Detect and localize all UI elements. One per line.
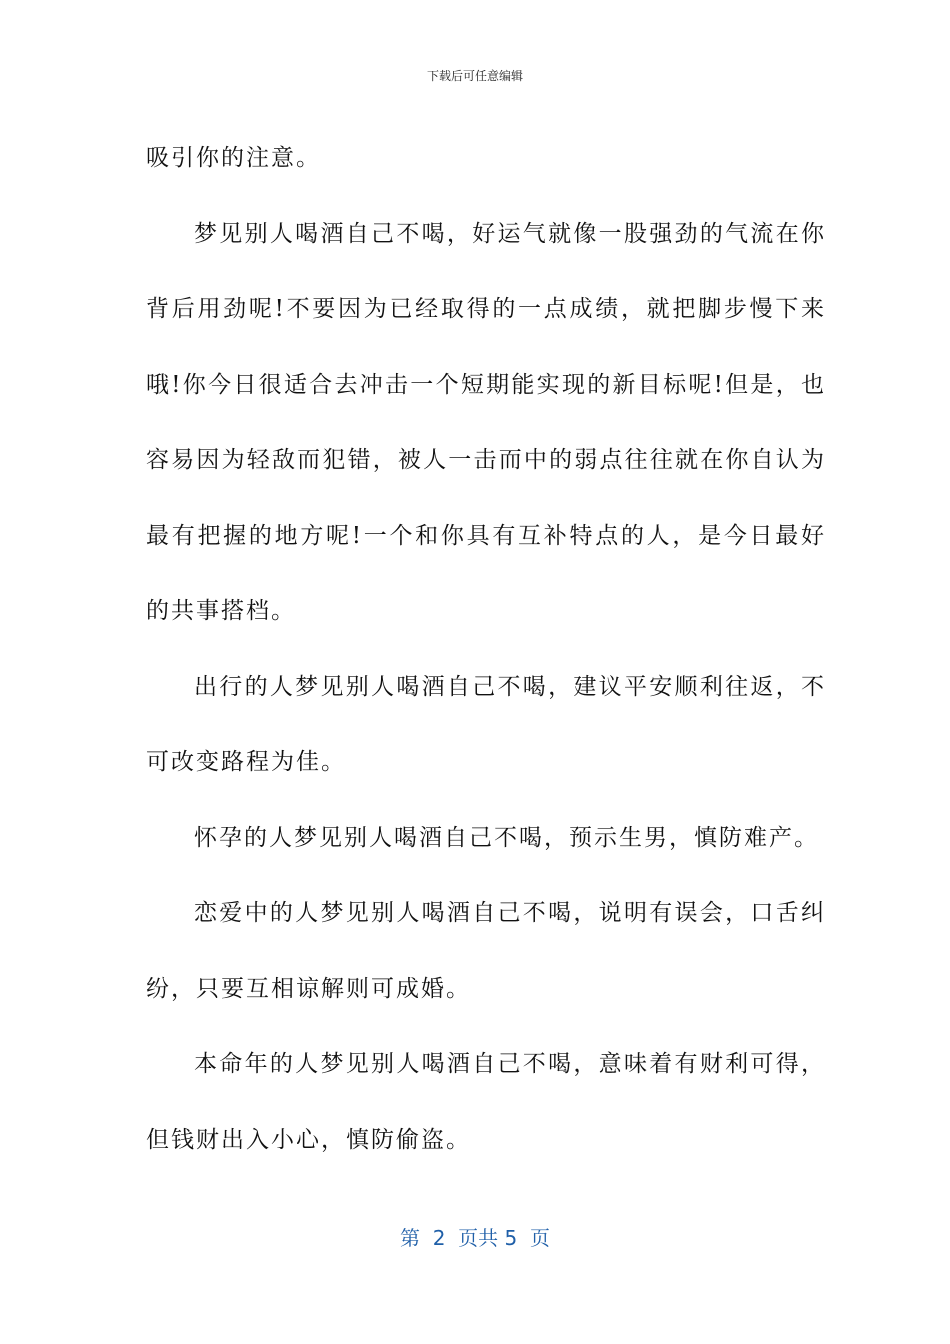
paragraph-romance: 恋爱中的人梦见别人喝酒自己不喝，说明有误会，口舌纠纷，只要互相谅解则可成婚。 bbox=[146, 900, 826, 1002]
header-note: 下载后可任意编辑 bbox=[426, 69, 523, 83]
paragraph-zodiac-year: 本命年的人梦见别人喝酒自己不喝，意味着有财利可得，但钱财出入小心，慎防偷盗。 bbox=[146, 1051, 826, 1153]
paragraph-pregnancy: 怀孕的人梦见别人喝酒自己不喝，预示生男，慎防难产。 bbox=[194, 824, 819, 851]
page-number: 第 2 页共 5 页 bbox=[400, 1226, 550, 1250]
paragraph-travel: 出行的人梦见别人喝酒自己不喝，建议平安顺利往返，不可改变路程为佳。 bbox=[146, 673, 826, 775]
paragraph-fortune: 梦见别人喝酒自己不喝，好运气就像一股强劲的气流在你背后用劲呢!不要因为已经取得的一点成绩，就把脚步慢下来哦!你今日很适合去冲击一个短期能实现的新目标呢!但是，也容易因为轻敌而犯错，被人一击而中的弱点往往就在你自认为最有把握的地方呢!一个和你具有互补特点的人，是今日最好的共事搭档。 bbox=[146, 220, 826, 624]
paragraph-continuation: 吸引你的注意。 bbox=[146, 145, 321, 171]
document-body bbox=[146, 121, 826, 1178]
